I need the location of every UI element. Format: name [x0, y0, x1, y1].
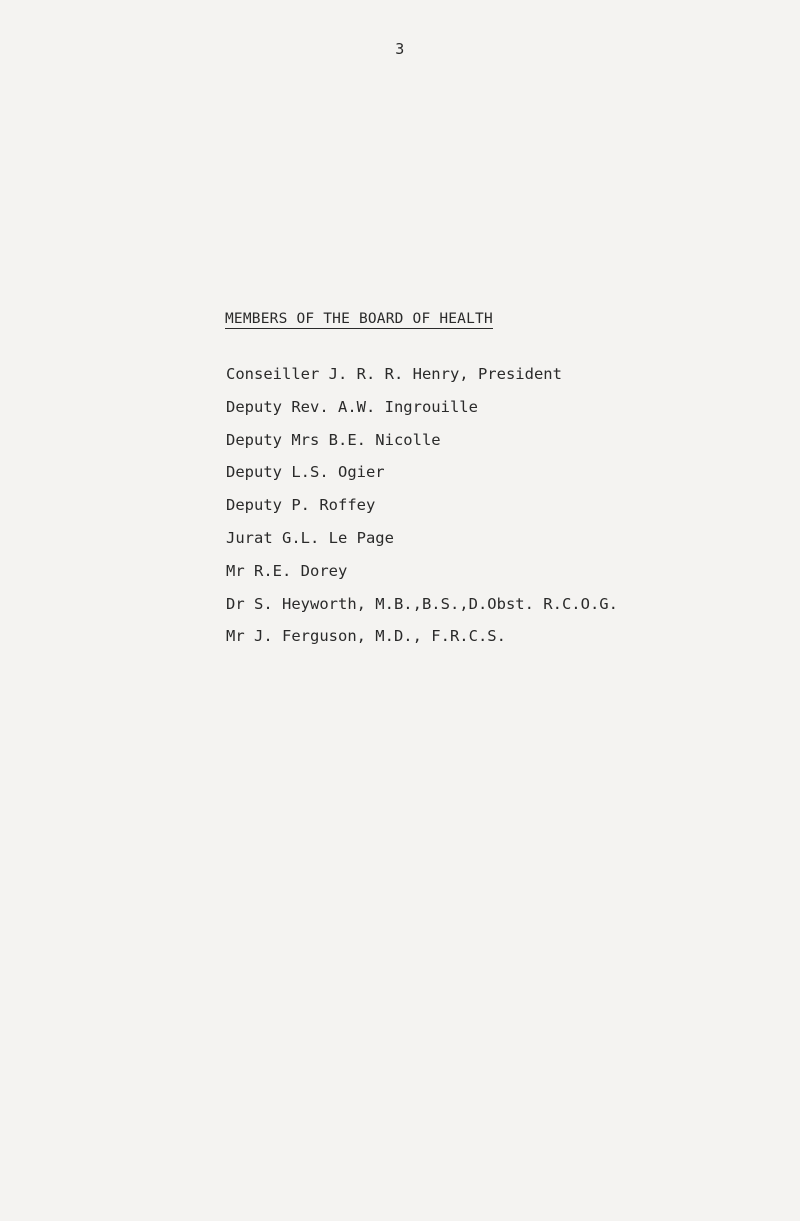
member-item: Conseiller J. R. R. Henry, President: [226, 365, 562, 383]
page-title: MEMBERS OF THE BOARD OF HEALTH: [225, 311, 493, 327]
member-list: [226, 363, 618, 658]
member-item: Dr S. Heyworth, M.B.,B.S.,D.Obst. R.C.O.G.: [226, 594, 618, 613]
member-item: Deputy P. Roffey: [226, 496, 376, 515]
member-item: Mr R.E. Dorey: [226, 561, 348, 580]
member-item: Mr J. Ferguson, M.D., F.R.C.S.: [226, 627, 506, 646]
member-item: Deputy Mrs B.E. Nicolle: [226, 430, 441, 449]
member-item: Deputy L.S. Ogier: [226, 463, 385, 482]
member-item: Jurat G.L. Le Page: [226, 528, 394, 547]
page-number: 3: [395, 40, 405, 58]
member-item: Deputy Rev. A.W. Ingrouille: [226, 397, 478, 416]
